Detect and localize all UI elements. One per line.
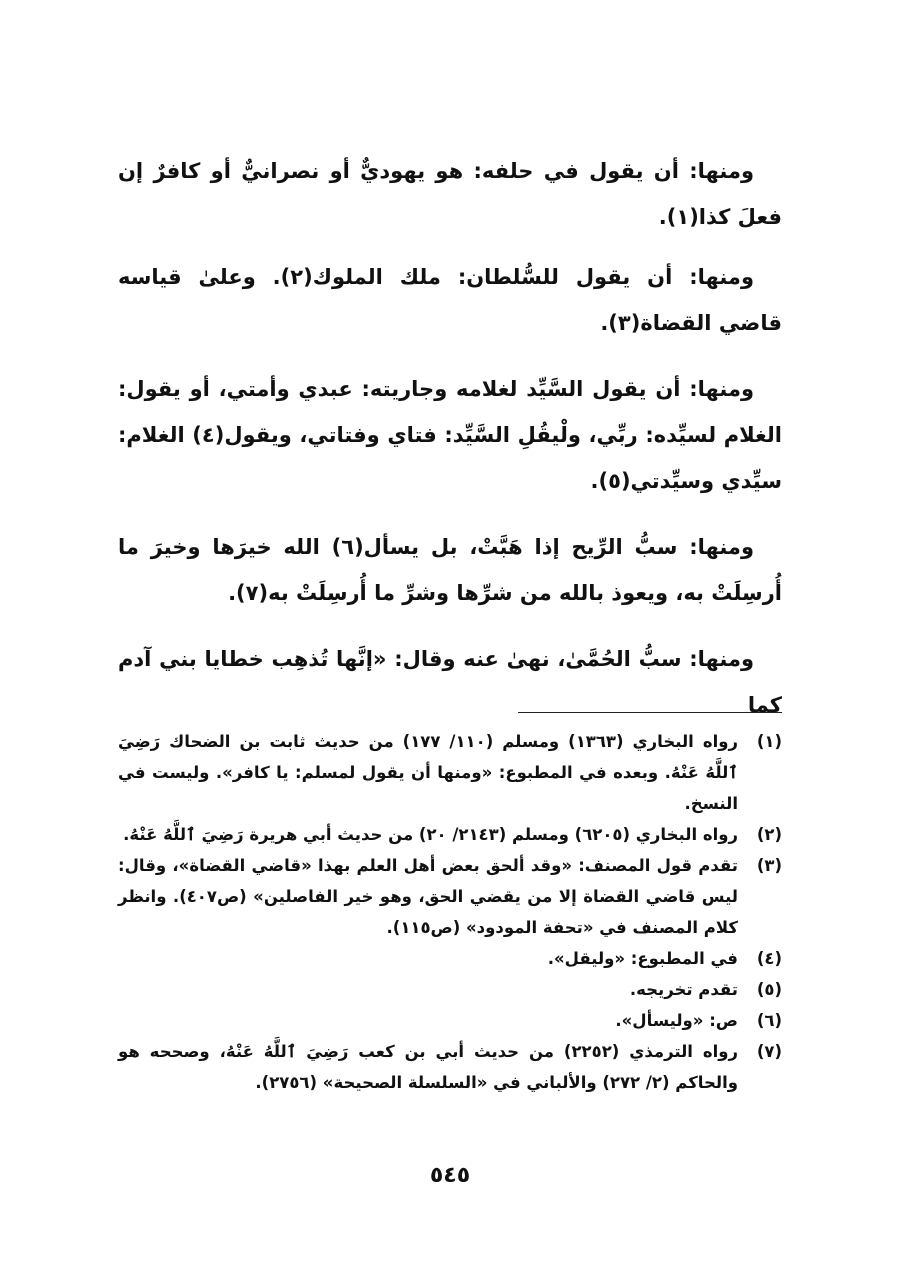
- footnote-number: (٢): [756, 825, 782, 844]
- footnote: [118, 1036, 782, 1098]
- footnote: [118, 819, 782, 850]
- footnotes: [118, 726, 782, 1098]
- paragraph: ومنها: سبُّ الرِّيح إذا هَبَّتْ، بل يسأل(٦) الله خيرَها وخيرَ ما أُرسِلَتْ به، ويعوذ بالله من شرِّها وشرِّ ما أُرسِلَتْ به(٧).: [118, 535, 782, 605]
- paragraph: ومنها: أن يقول للسُّلطان: ملك الملوك(٢). وعلىٰ قياسه قاضي القضاة(٣).: [118, 265, 782, 335]
- paragraph: ومنها: سبُّ الحُمَّىٰ، نهىٰ عنه وقال: «إنَّها تُذهِب خطايا بني آدم كما: [118, 647, 782, 717]
- footnote: [118, 974, 782, 1005]
- footnote-text: تقدم تخريجه.: [629, 980, 738, 999]
- footnote-number: (٦): [756, 1011, 782, 1030]
- footnote-text: ص: «وليسأل».: [615, 1011, 738, 1030]
- footnote-number: (٣): [756, 856, 782, 875]
- footnote-text: في المطبوع: «وليقل».: [547, 949, 738, 968]
- footnote-number: (٧): [756, 1042, 782, 1061]
- paragraph: ومنها: أن يقول السَّيِّد لغلامه وجاريته: عبدي وأمتي، أو يقول: الغلام لسيِّده: ربِّي، ولْيقُلِ السَّيِّد: فتاي وفتاتي، ويقول(٤) الغلام: سيِّدي وسيِّدتي(٥).: [118, 377, 782, 493]
- footnote: [118, 943, 782, 974]
- page-number: ٥٤٥: [429, 1163, 471, 1188]
- footnote-text: رواه الترمذي (٢٢٥٢) من حديث أبي بن كعب رَضِيَ ٱللَّهُ عَنْهُ، وصححه هو والحاكم (٢/ ٢٧٢) والألباني في «السلسلة الصحيحة» (٢٧٥٦).: [118, 1042, 738, 1092]
- footnote-text: رواه البخاري (٦٢٠٥) ومسلم (٢١٤٣/ ٢٠) من حديث أبي هريرة رَضِيَ ٱللَّهُ عَنْهُ.: [123, 825, 738, 844]
- main-text: [118, 148, 782, 748]
- footnote: [118, 850, 782, 943]
- footnote-divider: [518, 712, 782, 713]
- footnote-number: (٤): [756, 949, 782, 968]
- footnote: [118, 726, 782, 819]
- footnote: [118, 1005, 782, 1036]
- paragraph: ومنها: أن يقول في حلفه: هو يهوديٌّ أو نصرانيٌّ أو كافرٌ إن فعلَ كذا(١).: [118, 159, 782, 229]
- footnote-text: تقدم قول المصنف: «وقد ألحق بعض أهل العلم بهذا «قاضي القضاة»، وقال: ليس قاضي القضاة إلا من يقضي الحق، وهو خير الفاصلين» (ص٤٠٧). وانظر كلام المصنف في «تحفة المودود» (ص١١٥).: [118, 856, 738, 937]
- footnote-text: رواه البخاري (١٣٦٣) ومسلم (١١٠/ ١٧٧) من حديث ثابت بن الضحاك رَضِيَ ٱللَّهُ عَنْهُ. وبعده في المطبوع: «ومنها أن يقول لمسلم: يا كافر». وليست في النسخ.: [118, 732, 738, 813]
- footnote-number: (١): [756, 732, 782, 751]
- footnote-number: (٥): [756, 980, 782, 999]
